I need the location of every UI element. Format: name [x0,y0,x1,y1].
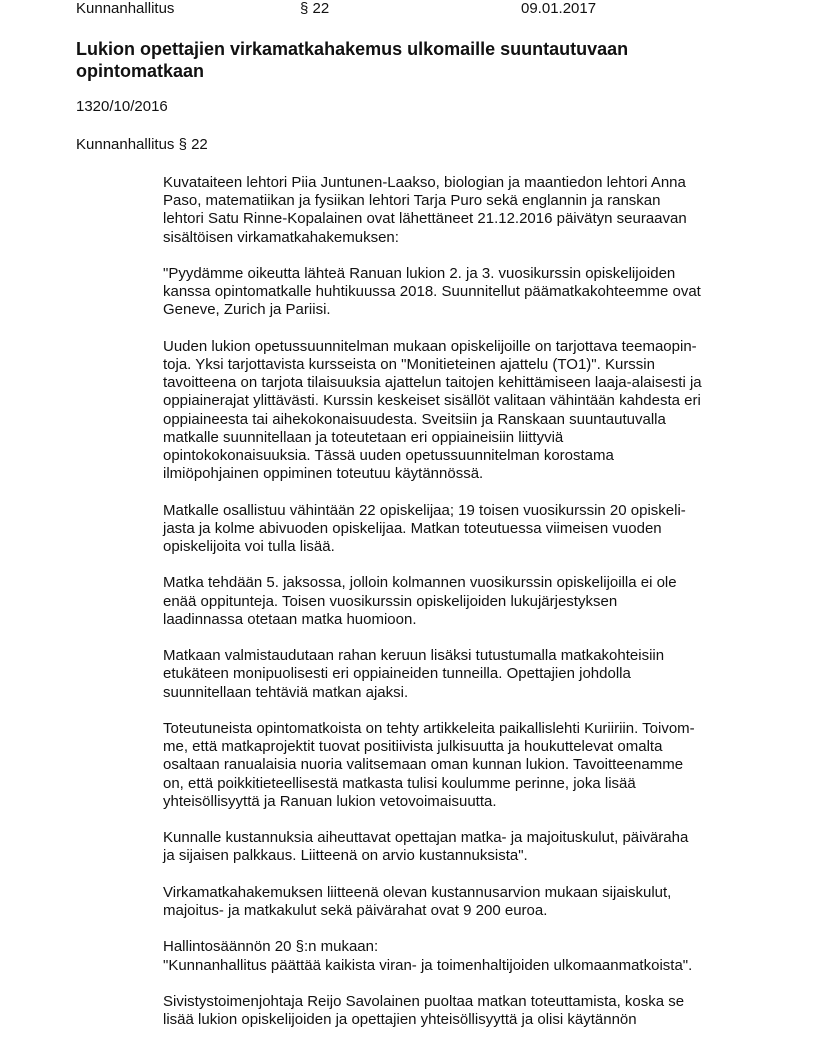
paragraph-line: tavoitteena on tarjota tilaisuuksia ajattelun taitojen kehittämiseen laaja-alaisesti ja [163,374,702,392]
paragraph-line: matkalle suunnitellaan ja toteutetaan eri oppiaineisiin liittyviä [163,428,564,446]
paragraph-line: Sivistystoimenjohtaja Reijo Savolainen puoltaa matkan toteuttamista, koska se [163,992,685,1010]
section-reference: Kunnanhallitus § 22 [76,136,208,153]
paragraph-line: me, että matkaprojektit tuovat positiivista julkisuutta ja houkuttelevat omalta [163,738,663,756]
paragraph-line: Uuden lukion opetussuunnitelman mukaan opiskelijoille on tarjottava teemaopin- [163,337,697,355]
paragraph-line: Virkamatkahakemuksen liitteenä olevan kustannusarvion mukaan sijaiskulut, [163,883,672,901]
paragraph-line: oppiaineesta tai aihekokonaisuudesta. Sveitsiin ja Ranskaan suuntautuvalla [163,410,666,428]
paragraph-line: majoitus- ja matkakulut sekä päivärahat ovat 9 200 euroa. [163,902,548,919]
paragraph-line: Hallintosäännön 20 §:n mukaan: [163,938,379,956]
body-paragraph [163,574,763,629]
document-body [163,174,763,1048]
body-paragraph [163,174,763,247]
body-paragraph [163,829,763,865]
document-title [76,38,716,82]
paragraph-line: on, että poikkitieteellisestä matkasta tulisi koulumme perinne, joka lisää [163,774,636,792]
paragraph-line: jasta ja kolme abivuoden opiskelijaa. Matkan toteutuessa viimeisen vuoden [163,519,662,537]
body-paragraph [163,647,763,702]
paragraph-line: yhteisöllisyyttä ja Ranuan lukion vetovoimaisuutta. [163,792,497,810]
body-paragraph [163,338,763,484]
body-paragraph [163,884,763,920]
paragraph-line: Kuvataiteen lehtori Piia Juntunen-Laakso, biologian ja maantiedon lehtori Anna [163,174,686,191]
paragraph-line: Matkaan valmistaudutaan rahan keruun lisäksi tutustumalla matkakohteisiin [163,647,665,665]
paragraph-line: Matkalle osallistuu vähintään 22 opiskelijaa; 19 toisen vuosikurssin 20 opiskeli- [163,501,686,519]
body-paragraph [163,993,763,1029]
header-section-number: § 22 [300,0,330,17]
paragraph-line: Geneve, Zurich ja Pariisi. [163,301,331,319]
paragraph-line: kanssa opintomatkalle huhtikuussa 2018. Suunnitellut päämatkakohteemme ovat [163,283,701,301]
paragraph-line: oppiainerajat ylittävästi. Kurssin keskeiset sisällöt valitaan vähintään kahdesta eri [163,392,701,410]
paragraph-line: "Pyydämme oikeutta lähteä Ranuan lukion 2. ja 3. vuosikurssin opiskelijoiden [163,265,676,282]
paragraph-line: Toteutuneista opintomatkoista on tehty artikkeleita paikallislehti Kuriiriin. Toivom- [163,720,695,737]
body-paragraph [163,502,763,557]
paragraph-line: Paso, matematiikan ja fysiikan lehtori Tarja Puro sekä englannin ja ranskan [163,192,661,210]
body-paragraph [163,265,763,320]
paragraph-line: etukäteen monipuolisesti eri oppiaineiden tunneilla. Opettajien johdolla [163,665,631,683]
title-line: Lukion opettajien virkamatkahakemus ulkomaille suuntautuvaan [76,39,629,59]
paragraph-line: lisää lukion opiskelijoiden ja opettajien yhteisöllisyyttä ja olisi käytännön [163,1011,637,1029]
paragraph-line: enää oppitunteja. Toisen vuosikurssin opiskelijoiden lukujärjestyksen [163,592,618,610]
paragraph-line: opiskelijoita voi tulla lisää. [163,538,335,556]
paragraph-line: osaltaan ranualaisia nuoria valitsemaan oman kunnan lukion. Tavoitteenamme [163,756,684,774]
paragraph-line: "Kunnanhallitus päättää kaikista viran- ja toimenhaltijoiden ulkomaanmatkoista". [163,956,693,974]
paragraph-line: Matka tehdään 5. jaksossa, jolloin kolmannen vuosikurssin opiskelijoilla ei ole [163,574,677,592]
paragraph-line: opintokokonaisuuksia. Tässä uuden opetussuunnitelman korostama [163,447,614,465]
title-line: opintomatkaan [76,61,205,81]
paragraph-line: ja sijaisen palkkaus. Liitteenä on arvio kustannuksista". [163,847,528,865]
header-date: 09.01.2017 [521,0,597,17]
paragraph-line: sisältöisen virkamatkahakemuksen: [163,228,399,246]
paragraph-line: lehtori Satu Rinne-Kopalainen ovat lähettäneet 21.12.2016 päivätyn seuraavan [163,210,687,228]
paragraph-line: Kunnalle kustannuksia aiheuttavat opettajan matka- ja majoituskulut, päiväraha [163,829,689,847]
paragraph-line: laadinnassa otetaan matka huomioon. [163,610,417,628]
record-number: 1320/10/2016 [76,98,168,115]
header-body-name: Kunnanhallitus [76,0,175,17]
paragraph-line: ilmiöpohjainen oppiminen toteutuu käytännössä. [163,465,484,483]
paragraph-line: suunnitellaan tehtäviä matkan ajaksi. [163,683,409,701]
paragraph-line: toja. Yksi tarjottavista kursseista on "Monitieteinen ajattelu (TO1)". Kurssin [163,356,655,373]
body-paragraph [163,720,763,811]
body-paragraph [163,938,763,974]
